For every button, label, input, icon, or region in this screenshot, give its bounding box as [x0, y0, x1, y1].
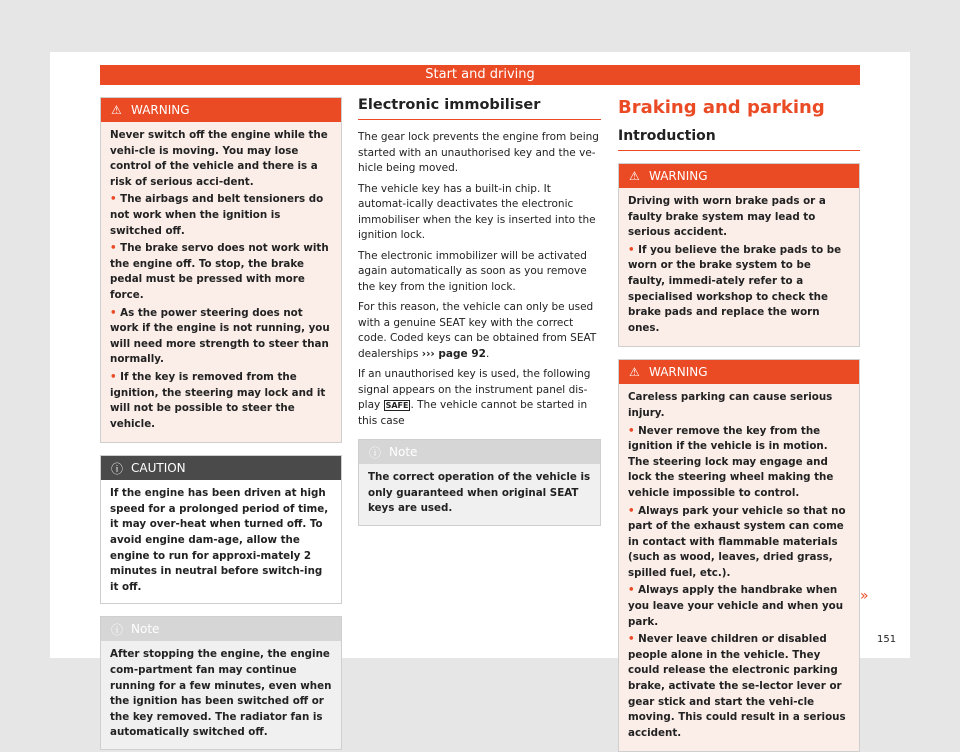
warning-bullet: • Never leave children or disabled people alone in the vehicle. They could release the electronic parking brake, activate the se-lector lever or gear stick and start the vehi-cle moving. This could result in a serious accident.	[628, 633, 846, 739]
note-icon: ⓘ	[111, 622, 124, 637]
warning-triangle-icon: ⚠	[629, 169, 640, 183]
warning-box-parking	[618, 359, 860, 752]
note-label: Note	[389, 445, 418, 459]
caution-text: If the engine has been driven at high speed for a prolonged period of time, it may over-heat when turned off. To avoid engine dam-age, allow the engine to run for approxi-mately 2 minutes in neutral before switch-ing it off.	[110, 487, 329, 593]
warning-label: WARNING	[649, 365, 708, 380]
column-middle	[358, 97, 601, 526]
caution-circle-icon: ⓘ	[111, 461, 124, 476]
warning-bullet: • As the power steering does not work if the engine is not running, you will need more strength to steer than normally.	[110, 306, 330, 366]
warning-bullet: • Always park your vehicle so that no part of the exhaust system can come in contact with flammable materials (such as wood, leaves, dried grass, spilled fuel, etc.).	[628, 504, 846, 579]
warning-bullet: • The airbags and belt tensioners do not work when the ignition is switched off.	[110, 193, 324, 237]
note-text: After stopping the engine, the engine com-partment fan may continue running for a few minutes, even when the ignition has been switched off or the key removed. The radiator fan is automatically switched off.	[110, 648, 332, 739]
body-paragraph: The electronic immobilizer will be activated again automatically as soon as you remove the key from the ignition lock.	[358, 249, 587, 293]
heading-braking-parking: Braking and parking	[618, 97, 825, 118]
warning-label: WARNING	[131, 103, 190, 117]
section-header: Start and driving	[100, 65, 860, 85]
warning-bullet: • Never remove the key from the ignition if the vehicle is in motion. The steering lock may engage and lock the steering wheel making the vehicle impossible to control.	[628, 424, 834, 499]
warning-triangle-icon: ⚠	[111, 103, 122, 117]
warning-bullet: • If you believe the brake pads to be worn or the brake system to be faulty, immedi-ately refer to a specialised workshop to check the brake pads and replace the worn ones.	[628, 243, 842, 334]
safe-indicator-icon: SAFE	[385, 401, 409, 410]
warning-bullet: • Always apply the handbrake when you leave your vehicle and when you park.	[628, 584, 844, 628]
warning-bullet: • The brake servo does not work with the engine off. To stop, the brake pedal must be pressed with more force.	[110, 242, 329, 301]
body-paragraph: The gear lock prevents the engine from being started with an unauthorised key and the ve-hicle being moved.	[358, 131, 599, 174]
warning-para: Driving with worn brake pads or a faulty brake system may lead to serious accident.	[628, 195, 826, 239]
note-text: The correct operation of the vehicle is only guaranteed when original SEAT keys are used.	[368, 471, 591, 515]
continue-arrow-icon: »	[860, 588, 869, 604]
warning-bullet: • If the key is removed from the ignition, the steering may lock and it will not be possible to steer the vehicle.	[110, 370, 326, 430]
warning-box-engine	[100, 97, 342, 443]
warning-triangle-icon: ⚠	[629, 365, 640, 380]
body-paragraph: If an unauthorised key is used, the following signal appears on the instrument panel dis-play SAFE . The vehicle cannot be started in this case	[358, 368, 591, 427]
heading-introduction: Introduction	[618, 128, 860, 151]
caution-box	[100, 455, 342, 604]
note-icon: ⓘ	[369, 445, 382, 460]
page-number: 151	[877, 634, 897, 645]
note-box-fan	[100, 616, 342, 750]
page-reference-link[interactable]: ››› page 92	[421, 347, 486, 360]
warning-para: Never switch off the engine while the vehi-cle is moving. You may lose control of the vehicle and there is a risk of serious acci-dent.	[110, 129, 328, 188]
warning-label: WARNING	[649, 169, 708, 183]
note-label: Note	[131, 622, 160, 637]
column-left	[100, 97, 342, 750]
body-paragraph: The vehicle key has a built-in chip. It automat-ically deactivates the electronic immobiliser when the key is inserted into the ignition lock.	[358, 182, 596, 241]
caution-label: CAUTION	[131, 461, 186, 476]
body-paragraph: For this reason, the vehicle can only be used with a genuine SEAT key with the correct code. Coded keys can be obtained from SEAT dealerships ››› page 92.	[358, 301, 597, 360]
column-right	[618, 97, 860, 752]
warning-box-brakes	[618, 163, 860, 347]
warning-para: Careless parking can cause serious injury.	[628, 391, 833, 419]
heading-electronic-immobiliser: Electronic immobiliser	[358, 97, 601, 120]
note-box-keys	[358, 439, 601, 526]
